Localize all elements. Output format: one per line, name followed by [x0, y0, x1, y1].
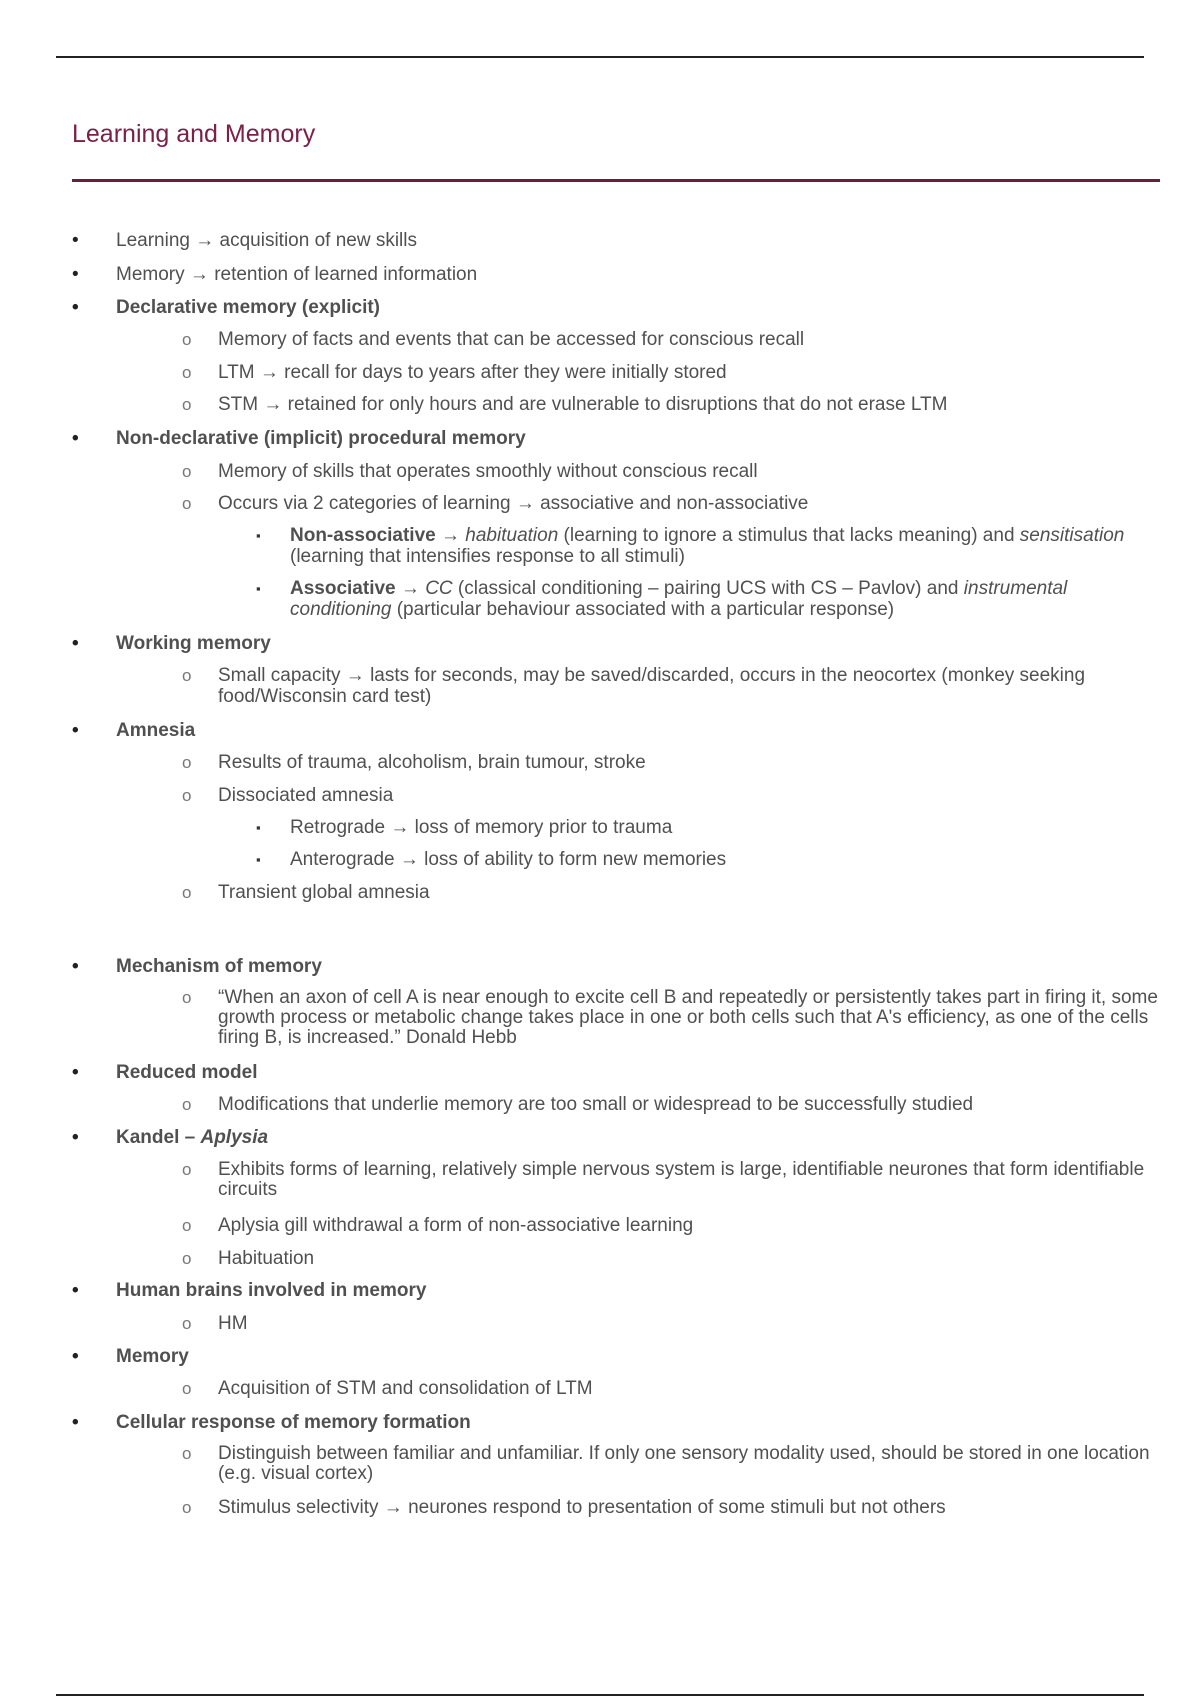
arrow-icon: →	[399, 849, 419, 870]
list-item: ▪ Non-associative → habituation (learning to ignore a stimulus that lacks meaning) and sensitisation (learning that intensifies response to all stimuli)	[256, 525, 1125, 567]
arrow-icon: →	[441, 525, 461, 546]
list-item: • Non-declarative (implicit) procedural memory	[72, 428, 526, 449]
arrow-icon: →	[195, 230, 215, 251]
list-item: o Small capacity → lasts for seconds, may be saved/discarded, occurs in the neocortex (monkey seeking food/Wisconsin card test)	[182, 665, 1086, 707]
list-item: ▪ Anterograde → loss of ability to form new memories	[256, 849, 727, 870]
bullet-icon: o	[182, 1249, 192, 1268]
bullet-icon: ▪	[256, 820, 261, 835]
list-item: o Distinguish between familiar and unfamiliar. If only one sensory modality used, should be stored in one location (e.g. visual cortex)	[182, 1443, 1150, 1484]
bullet-icon: o	[182, 1160, 192, 1179]
top-rule	[56, 56, 1144, 58]
arrow-icon: →	[345, 665, 365, 686]
bullet-icon: •	[72, 297, 79, 318]
list-item: • Mechanism of memory	[72, 956, 322, 977]
list-item: • Working memory	[72, 633, 271, 654]
list-item: o Stimulus selectivity → neurones respond to presentation of some stimuli but not others	[182, 1497, 946, 1518]
list-item: ▪ Retrograde → loss of memory prior to trauma	[256, 817, 673, 838]
bullet-icon: o	[182, 786, 192, 805]
bullet-icon: •	[72, 720, 79, 741]
arrow-icon: →	[515, 493, 535, 514]
list-item: • Human brains involved in memory	[72, 1280, 427, 1301]
list-item: o STM → retained for only hours and are vulnerable to disruptions that do not erase LTM	[182, 394, 948, 415]
bullet-icon: •	[72, 956, 79, 977]
bullet-icon: o	[182, 462, 192, 481]
bullet-icon: •	[72, 633, 79, 654]
arrow-icon: →	[189, 264, 209, 285]
list-item: o Occurs via 2 categories of learning → associative and non-associative	[182, 493, 809, 514]
bullet-icon: o	[182, 1314, 192, 1333]
bullet-icon: o	[182, 1444, 192, 1463]
list-item: o Memory of facts and events that can be accessed for conscious recall	[182, 329, 805, 350]
list-item: o Acquisition of STM and consolidation of LTM	[182, 1378, 593, 1399]
list-item: • Kandel – Aplysia	[72, 1127, 269, 1148]
list-item: o Dissociated amnesia	[182, 785, 394, 806]
bullet-icon: •	[72, 1412, 79, 1433]
page-title: Learning and Memory	[72, 120, 316, 148]
bullet-icon: o	[182, 988, 192, 1007]
list-item: o Results of trauma, alcoholism, brain tumour, stroke	[182, 752, 646, 773]
list-item: o Habituation	[182, 1248, 315, 1269]
bullet-icon: •	[72, 1346, 79, 1367]
bullet-icon: •	[72, 230, 79, 251]
list-item: • Declarative memory (explicit)	[72, 297, 381, 318]
list-item: o LTM → recall for days to years after they were initially stored	[182, 362, 727, 383]
bullet-icon: o	[182, 363, 192, 382]
list-item: • Memory → retention of learned information	[72, 264, 478, 285]
bullet-icon: •	[72, 264, 79, 285]
bullet-icon: o	[182, 753, 192, 772]
bullet-icon: o	[182, 330, 192, 349]
list-item: o Transient global amnesia	[182, 882, 430, 903]
bullet-icon: o	[182, 883, 192, 902]
bullet-icon: ▪	[256, 581, 261, 596]
bullet-icon: •	[72, 428, 79, 449]
arrow-icon: →	[263, 394, 283, 415]
list-item: • Cellular response of memory formation	[72, 1412, 471, 1433]
list-item: • Learning → acquisition of new skills	[72, 230, 417, 251]
bullet-icon: ▪	[256, 852, 261, 867]
arrow-icon: →	[390, 817, 410, 838]
bullet-icon: o	[182, 1095, 192, 1114]
list-item: o Memory of skills that operates smoothly without conscious recall	[182, 461, 758, 482]
arrow-icon: →	[383, 1497, 403, 1518]
list-item: • Amnesia	[72, 720, 196, 741]
list-item: • Reduced model	[72, 1062, 258, 1083]
list-item: o HM	[182, 1313, 248, 1334]
bullet-icon: o	[182, 666, 192, 685]
list-item: o Aplysia gill withdrawal a form of non-associative learning	[182, 1215, 694, 1236]
arrow-icon: →	[400, 578, 420, 599]
bullet-icon: o	[182, 1379, 192, 1398]
bottom-rule	[56, 1694, 1144, 1696]
title-underline	[72, 179, 1160, 182]
list-item: ▪ Associative → CC (classical conditioning – pairing UCS with CS – Pavlov) and instrumental conditioning (particular behaviour associated with a particular response)	[256, 578, 1068, 620]
bullet-icon: •	[72, 1062, 79, 1083]
bullet-icon: o	[182, 494, 192, 513]
list-item: • Memory	[72, 1346, 189, 1367]
arrow-icon: →	[259, 362, 279, 383]
bullet-icon: ▪	[256, 528, 261, 543]
bullet-icon: •	[72, 1127, 79, 1148]
list-item: o “When an axon of cell A is near enough to excite cell B and repeatedly or persistently takes part in firing it, some growth process or metabolic change takes place in one or both cells such that A's efficiency, as one of the cells firing B, is increased.” Donald Hebb	[182, 987, 1158, 1048]
bullet-icon: o	[182, 1498, 192, 1517]
bullet-icon: •	[72, 1280, 79, 1301]
list-item: o Exhibits forms of learning, relatively simple nervous system is large, identifiable neurones that form identifiable circuits	[182, 1159, 1145, 1200]
bullet-icon: o	[182, 395, 192, 414]
bullet-icon: o	[182, 1216, 192, 1235]
list-item: o Modifications that underlie memory are too small or widespread to be successfully studied	[182, 1094, 974, 1115]
